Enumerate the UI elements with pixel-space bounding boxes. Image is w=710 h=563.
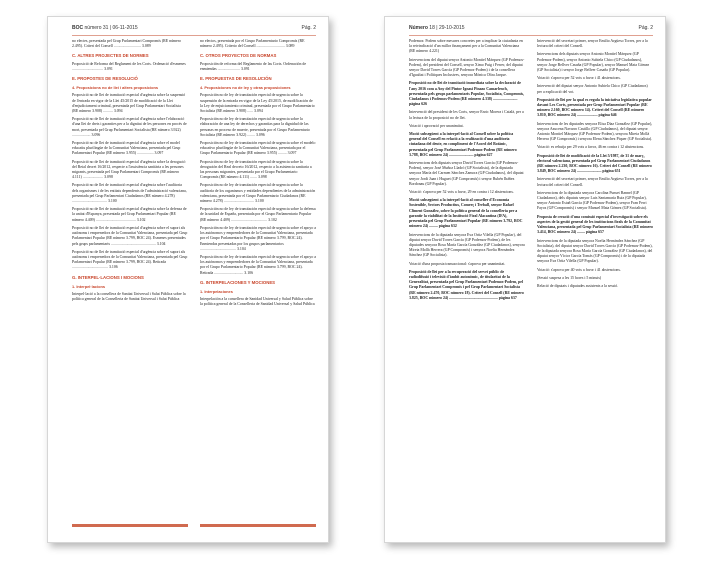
body-paragraph: Proposició no de llei de tramitació especial d'urgència sobre la derogació del Reial decret 16/2012, respecte a l'assistència sanitària a les persones migrants, presentada pel Grup Parlamentari Compromís (RE número 4.111) ..................... 3.098 (72, 159, 186, 180)
agenda-item-title: Proposta de creació d'una comissió especial d'investigació sobre els aspectes de la gestió general de les institucions firals de la Comunitat Valenciana, presentada pel Grup Parlamentari Socialista (RE número 3.414, BOC número 24) ........ pàgina 657 (537, 214, 653, 235)
body-paragraph: Proposició no de llei de tramitació especial d'urgència sobre el model educatiu plurilingüe de la Comunitat Valenciana, presentada pel Grup Parlamentari Popular (RE número 3.955) ................. 3.097 (72, 141, 181, 156)
body-paragraph: Intervencions de la diputada senyora Carolina Punset Bannel (GP Ciudadanos), dels diputats senyor Luis Santamaría Ruiz (GP Popular), senyor Antonio Estañ García (GP Podemos-Podem), senyor Fran Ferri Fayos (GP Compromís) i senyor Manuel Mata Gómez (GP Socialista). (537, 190, 647, 211)
body-paragraph: Intervenció del diputat senyor Antonio Subiela Chico (GP Ciudadanos) per a explicació del vot. (537, 84, 648, 94)
right-column-1 (409, 39, 525, 304)
left-column-catalan (72, 39, 188, 305)
left-header-date: 06-11-2015 (112, 25, 138, 31)
agenda-item-title: Proposició de llei per a la recuperació del servei públic de radiodifusió i televisió d'àmbit autonòmic, de titularitat de la Generalitat, presentada pel Grup Parlamentari Podemos-Podem, pel Grup Parlamentari Compromís i pel Grup Parlamentari Socialista (RE número 2.470, BOC número 18). Criteri del Consell (RE número 3.825, BOC número 24) .................................................. pàgina 637 (409, 269, 524, 300)
right-header-date: 29-10-2015 (438, 25, 465, 31)
right-page-header: Número 18 | 29-10-2015 Pág. 2 (409, 25, 653, 31)
body-paragraph: Proposición no de ley de tramitación especial de urgencia sobre el apoyo a los autónomos y emprendedores de la Comunitat Valenciana, presentada por el Grupo Parlamentario Popular (RE número 3.799, BOC 24). Enmiendas presentadas por los grupos parlamentarios ..................................... 3.104 (200, 225, 316, 251)
agenda-item-title: Proposició de llei de modificació de la Llei 5/1987, de 31 de març, electoral valenciana, presentada pel Grup Parlamentari Ciudadanos (RE número 2.230, BOC número 16). Criteri del Consell (RE número 3.849, BOC número 24) ......................... pàgina 651 (537, 153, 652, 174)
body-paragraph: (Sessió suspesa a les 15 hores i 5 minuts) (537, 275, 602, 280)
body-paragraph: Proposició no de llei de tramitació especial d'urgència sobre l'auditoria dels organismes i de les entitats dependents de l'administració valenciana, presentada pel Grup Parlamentari Ciudadanos (RE número 4.278) .................................... 3.100 (72, 183, 187, 204)
section-subheading: 1. Interpel·lacions (72, 283, 106, 289)
right-column-2 (537, 39, 653, 292)
body-paragraph: Proposición no de ley de tramitación especial de urgencia sobre el modelo educativo plurilingüe de la Comunitat Valenciana, presentada por el Grupo Parlamentario Popular (RE número 3.955) ......... 3.097 (200, 141, 316, 156)
left-footer-bar-1 (72, 524, 188, 527)
section-heading: E. PROPUESTAS DE RESOLUCIÓN (200, 76, 272, 82)
section-heading: G. INTERPELACIONES Y MOCIONES (200, 279, 276, 285)
body-paragraph: Votació: s'aprova per 40 vots a favor i 41 abstencions. (537, 267, 621, 272)
left-header-rule (72, 35, 316, 36)
body-paragraph: Proposición no de ley de tramitación especial de urgencia sobre la suspensión de la entrada en vigor de la Ley 45/2015, de modificación de la Ley de enjuiciamiento criminal, presentada por el Grupo Parlamentario Socialista (RE número 3.908) ...... 3.094 (200, 93, 315, 114)
body-paragraph: Proposició no de llei de tramitació especial d'urgència sobre el suport als autònoms i emprenedors de la Comunitat Valenciana, presentada pel Grup Parlamentari Popular (RE número 3.799, BOC 24). Retirada ..................................... 3.106 (72, 249, 188, 270)
section-subheading: 4. Proposicions no de llei i altres proposicions (72, 85, 159, 91)
body-paragraph: Intervencions de la diputada senyora Noelia Hernández Sánchez (GP Socialista), del diputat senyor David Torres García (GP Podemos-Podem), de la diputada senyora Rosa María García González (GP Ciudadanos), del diputat senyor Víctor García Tomás (GP Compromís) i de la diputada senyora Eva Ortiz Vilella (GP Popular). (537, 238, 653, 264)
left-header-label: número 31 (84, 25, 109, 31)
body-paragraph: Interpel·lació a la consellera de Sanitat Universal i Salut Pública sobre la política general de la Conselleria de Sanitat Universal i Salut Pública (72, 291, 186, 302)
body-paragraph: Intervencions del diputat senyor Antonio Montiel Márquez (GP Podemos-Podem), del president del Consell, senyor Ximo Puig i Ferrer, del diputat senyor David Torres García (GP Podemos-Podem) i de la consellera d'Igualtat i Polítiques Inclusives, senyora Mònica Oltra Jarque. (409, 57, 525, 78)
body-paragraph: Votació i aprovació per unanimitat. (409, 123, 464, 128)
left-page-header: BOC número 31 | 06-11-2015 Pág. 2 (72, 25, 316, 31)
body-paragraph: Proposición no de ley de tramitación especial de urgencia sobre el apoyo a los autónomos y emprendedores de la Comunitat Valenciana, presentada por el Grupo Parlamentario Popular (RE número 3.799, BOC 24). Retirada .............................. 3.106 (200, 254, 316, 275)
left-header-prefix: BOC (72, 25, 84, 31)
right-header-prefix: Número (409, 25, 428, 31)
agenda-item-title: Moció subsegüent a la interpel·lació al conseller d'Economia Sostenible, Sectors Productius, Comerç i Treball, senyor Rafael Climent González, sobre la política general de la conselleria per a garantir la viabilitat de la Institució Firal Alacantina (IFA), presentada pel Grup Parlamentari Popular (RE número 3.792, BOC número 24) ......... pàgina 632 (409, 198, 523, 229)
body-paragraph: no electos, presentada por el Grupo Parlamentario Compromís (RE número 2.495). Criterio del Consell ............................. 3.089 (200, 39, 305, 49)
left-column-spanish (200, 39, 316, 311)
right-document-page (384, 16, 666, 543)
section-heading: G. INTERPEL·LACIONS I MOCIONS (72, 274, 144, 280)
agenda-item-title: Proposició de llei per la qual es regula la iniciativa legislativa popular davant Les Corts, presentada per Grup Parlamentari Popular (RE número 2.160, BOC número 14). Criteri del Consell (RE número 3.810, BOC número 24) ..................... pàgina 646 (537, 97, 652, 118)
body-paragraph: no electes, presentada pel Grup Parlamentari Compromís (RE número 2.495). Criteri del Consell ............................ 3.089 (72, 39, 182, 49)
body-paragraph: Proposición no de ley de tramitación especial de urgencia sobre la derogación del Real decreto 16/2012, respecto a la asistencia sanitaria a las personas migrantes, presentada por el Grupo Parlamentario Compromís (RE número 4.111) ....... 3.098 (200, 159, 312, 180)
body-paragraph: Proposición no de ley de tramitación especial de urgencia sobre la auditoría de los organismos y entidades dependientes de la administración valenciana, presentada por el Grupo Parlamentario Ciudadanos (RE número 4.278) ............................... 3.100 (200, 183, 316, 204)
body-paragraph: Proposició de Reforma del Reglament de les Corts. Ordenació d'esmenes ................................ 3.091 (72, 61, 186, 71)
agenda-item-title: Proposició no de llei de tramitació immediata sobre la declaració de l'any 2016 com a Any del Pintor Ignasi Pinazo Camarlench, presentada pels grups parlamentaris Popular, Socialista, Compromís, Ciudadanos i Podemos-Podem (RE número 4.338) ......................... pàgina 626 (409, 81, 525, 107)
body-paragraph: Intervenció del president de les Corts, senyor Enric Morera i Català, per a la lectura de la proposició no de llei. (409, 110, 524, 120)
body-paragraph: Proposició no de llei de tramitació especial d'urgència sobre l'elaboració d'una llei de drets i garanties per a la dignitat de les persones en procés de mort, presentada pel Grup Parlamentari Socialista (RE número 3.922) ................... 3.096 (72, 117, 187, 137)
body-paragraph: Proposición no de ley de tramitación especial de urgencia sobre la defensa de la unidad de España, presentada por el Grupo Parlamentario Popular (RE número 4.409) ..................................... 3.102 (200, 207, 316, 222)
left-footer-bar-2 (200, 524, 316, 527)
body-paragraph: Intervenció del secretari primer, senyor Emilio Argüeso Torres, per a la lectura del criteri del Consell. (537, 177, 648, 187)
body-paragraph: Proposició no de llei de tramitació especial d'urgència sobre el suport als autònoms i emprenedors de la Comunitat Valenciana, presentada pel Grup Parlamentari Popular (RE número 3.799, BOC 24). Esmenes presentades pels grups parlamentaris .............................................. 3.104 (72, 225, 188, 246)
right-header-rule (409, 35, 653, 36)
body-paragraph: Votació: es rebutja per 29 vots a favor, 46 en contra i 12 abstencions. (537, 145, 645, 150)
body-paragraph: Proposición de reforma del Reglamento de las Corts. Ordenación de enmiendas ....................... 3.091 (200, 61, 307, 71)
body-paragraph: Proposició no de llei de tramitació especial d'urgència sobre la defensa de la unitat d'Espanya, presentada pel Grup Parlamentari Popular (RE número 4.409) ......................................... 3.102 (72, 207, 187, 222)
body-paragraph: Proposició no de llei de tramitació especial d'urgència sobre la suspensió de l'entrada en vigor de la Llei 45/2015 de modificació de la Llei d'enjudiciament criminal, presentada pel Grup Parlamentari Socialista (RE número 3.908) .......... 3.094 (72, 93, 186, 114)
section-subheading: 1. Interpelaciones (200, 288, 233, 294)
body-paragraph: Votació d'una proposta transaccional: s'aprova per unanimitat. (409, 261, 506, 266)
left-document-page (47, 16, 329, 543)
body-paragraph: Intervencions dels diputats senyor David Torres García (GP Podemos-Podem), senyor José Muñoz Lladró (GP Socialista), de la diputada senyora María del Carmen Sánchez Zamora (GP Ciudadanos), del diputat senyor Jordi Juan i Huguet (GP Compromís) i senyor Rubén Ibáñez Bordonau (GP Popular). (409, 161, 524, 186)
body-paragraph: Intervenció del secretari primer, senyor Emilio Argüeso Torres, per a la lectura del criteri del Consell. (537, 39, 648, 49)
section-subheading: 4. Proposiciones no de ley y otras proposiciones (200, 85, 291, 91)
body-paragraph: Podemos: Podem sobre mesures concretes per a implicar la ciutadania en la reivindicació d'un millor finançament per a la Comunitat Valenciana (RE número 4.221) (409, 39, 523, 54)
agenda-item-title: Moció subsegüent a la interpel·lació al Consell sobre la política general del Consell en relació a la realització d'una auditoria ciutadana del deute, en compliment de l'Acord del Botànic, presentada pel Grup Parlamentari Podemos-Podem (RE número 3.788, BOC número 24) ......................... pàgina 627 (409, 132, 517, 157)
body-paragraph: Relació de diputats i diputades assistents a la sessió. (537, 283, 619, 288)
right-header-page: Pág. 2 (638, 25, 653, 31)
body-paragraph: Votació: s'aprova per 52 vots a favor, 29 en contra i 12 abstencions. (409, 190, 514, 195)
body-paragraph: Intervencions de la diputada senyora Eva Ortiz Vilella (GP Popular), del diputat senyor David Torres García (GP Podemos-Podem), de les diputades senyora Rosa María García González (GP Ciudadanos), senyora Mireia Mollà Herrera (GP Compromís) i senyora Noelia Hernández Sánchez (GP Socialista). (409, 232, 525, 258)
section-heading: C. ALTRES PROJECTES DE NORMES (72, 53, 149, 59)
right-header-label: 18 (429, 25, 435, 31)
section-heading: E. PROPOSTES DE RESOLUCIÓ (72, 76, 138, 82)
body-paragraph: Intervencions de les diputades senyora Elisa Díaz González (GP Popular), senyora Azucena Navarro Castillo (GP Ciudadanos), del diputat senyor Antonio Montiel Márquez (GP Podemos-Podem), senyora Mireia Mollà Herrera (GP Compromís) i senyora Elena Sánchez Piquer (GP Socialista). (537, 121, 653, 142)
body-paragraph: Interpelación a la consellera de Sanidad Universal y Salud Pública sobre la política general de la Conselleria de Sanidad Universal y Salud Pública (200, 297, 315, 307)
body-paragraph: Votació: s'aprova per 52 vots a favor i 41 abstencions. (537, 76, 621, 81)
body-paragraph: Proposición no de ley de tramitación especial de urgencia sobre la elaboración de una ley de derechos y garantías para la dignidad de las personas en proceso de muerte, presentada por el Grupo Parlamentario Socialista (RE número 3.922) ........ 3.096 (200, 117, 310, 137)
left-header-page: Pág. 2 (301, 25, 316, 31)
body-paragraph: Intervencions dels diputats senyor Antonio Montiel Márquez (GP Podemos-Podem), senyor Antonio Subiela Chico (GP Ciudadanos), senyor Jorge Bellver Casaña (GP Popular), senyor Manuel Mata Gómez (GP Socialista) i senyor Jorge Bellver Casaña (GP Popular). (537, 52, 650, 73)
section-heading: C. OTROS PROYECTOS DE NORMAS (200, 53, 277, 59)
